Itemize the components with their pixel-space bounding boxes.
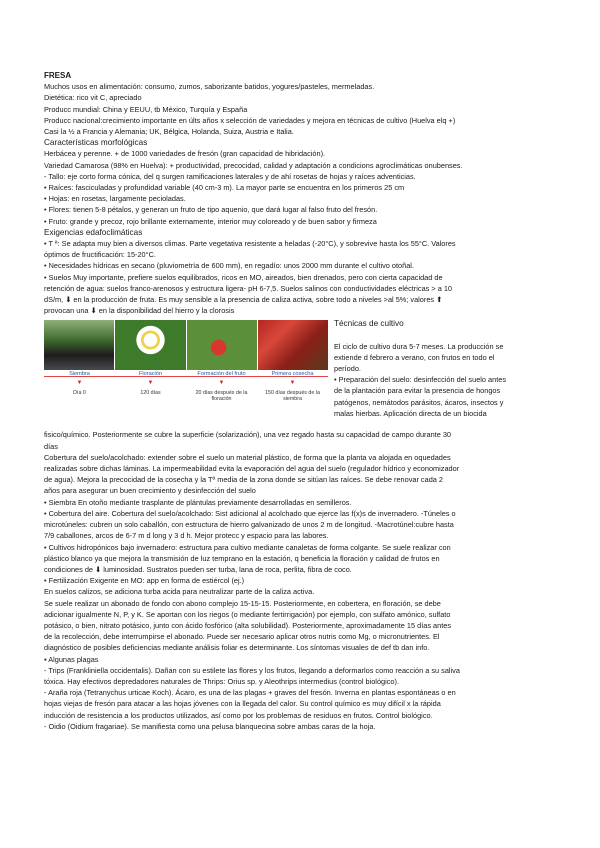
text-line: Casi la ½ a Francia y Alemania; UK, Bélgica, Holanda, Suiza, Austria e Italia. [44,127,294,137]
stage-day: 150 días después de la siembra [265,389,320,403]
text-line: Características morfológicas [44,138,148,148]
text-line: tóxica. Hay efectivos depredadores naturales de Thrips: Orius sp. y Aleothrips intermedius (control biológico). [44,676,399,686]
stage-label: Primera cosecha [271,371,314,378]
text-line: potásico, o bien, nitrato potásico, junto con ácido fosfórico (alta solubilidad). Posteriormente, aproximadamente 15 días antes [44,620,451,630]
stage-formacion-fruto [186,370,257,402]
stage-floracion [115,370,186,396]
text-line: Producc nacional:crecimiento importante en últs años x selección de variedades y mejora en técnicas de cultivo (Huelva elq +) [44,115,456,125]
text-line: El ciclo de cultivo dura 5-7 meses. La producción se [334,341,504,351]
text-line: • Cobertura del aire. Cobertura del suelo/acolchado: Sist adicional al acolchado que ejerce las f(x)s de invernadero. -Túneles o [44,508,456,518]
text-line: período. [334,364,361,374]
text-line: de la plantación para evitar la presencia de hongos [334,386,501,396]
text-line: Muchos usos en alimentación: consumo, zumos, saborizante batidos, yogures/pasteles, mermeladas. [44,82,375,92]
text-line: dS/m, ⬇ en la producción de fruta. Es muy sensible a la presencia de caliza activa, sobre todo a niveles >al 5%; valores ⬆ [44,295,443,305]
section-bottom [44,429,556,731]
stage-primera-cosecha [257,370,328,402]
text-line: • Flores: tienen 5-8 pétalos, y generan un fruto de tipo aquenio, que dará lugar al falso fruto del fresón. [44,205,378,215]
stage-label: Formación del fruto [197,371,246,378]
stage-day: 120 días [140,389,161,396]
planting-photo [44,320,114,370]
text-line: retención de agua: suelos franco-arenosos y estructura ligera- pH 6-7,5. Suelos salinos con conductividades eléctricas > a 10 [44,283,453,293]
text-line: - Tallo: eje corto forma cónica, del q surgen ramificaciones laterales y de ahí rosetas de hojas y raíces adventicias. [44,171,416,181]
text-line: • T ª: Se adapta muy bien a diversos climas. Parte vegetativa resistente a heladas (-20°C), y sobrevive hasta los 55°C. Valores [44,239,456,249]
marker-icon: ▼ [218,379,225,386]
fruit-formation-photo [187,320,257,370]
text-line: Herbácea y perenne. + de 1000 variedades de fresón (gran capacidad de hibridación). [44,149,326,159]
figure-row [44,318,556,429]
text-line: • Cultivos hidropónicos bajo invernadero: estructura para cultivo mediante canaletas de forma colgante. Se suele realizar con [44,542,451,552]
text-line: FRESA [44,71,72,80]
text-line: • Preparación del suelo: desinfección del suelo antes [334,375,506,385]
text-line: inducción de resistencia a los productos utilizados, así como por los problemas de residuos en frutos. Control biológico. [44,710,433,720]
text-line: Se suele realizar un abonado de fondo con abono complejo 15-15-15. Posteriormente, en cobertera, en floración, se debe [44,598,441,608]
text-line: Producc mundial: China y EEUU, tb México, Turquía y España [44,104,248,114]
text-line: - Oidio (Oidium fragariae). Se manifiesta como una pelusa blanquecina sobre ambas caras de la hoja. [44,721,376,731]
harvest-photo [258,320,328,370]
text-line: de agua). Mejora la precocidad de la cosecha y la Tª media de la zona donde se sitúan las raíces. Se debe renovar cada 2 [44,475,443,485]
text-line: provocan una ⬇ en la disponibilidad del hierro y la clorosis [44,306,235,316]
text-line: - Araña roja (Tetranychus urticae Koch). Ácaro, es una de las plagas + graves del fresón. Inverna en plantas espontáneas o en [44,688,456,698]
section-top [44,70,556,316]
text-line: días [44,441,58,451]
text-line: • Hojas: en rosetas, largamente pecioladas. [44,194,186,204]
text-line: • Suelos Muy importante, prefiere suelos equilibrados, ricos en MO, aireados, bien drenados, pero con cierta capacidad de [44,272,443,282]
text-line: realizadas sobre dichas láminas. La impermeabilidad evita la evaporación del agua del suelo (regulador hídrico y economizador [44,464,460,474]
marker-icon: ▼ [147,379,154,386]
stage-label: Siembra [69,371,90,378]
text-line: patógenos, nemátodos parásitos, ácaros, insectos y [334,397,504,407]
text-line: años para asegurar un buen crecimiento y desinfección del suelo [44,486,256,496]
text-line: • Siembra En otoño mediante trasplante de plántulas previamente desarrolladas en semilleros. [44,497,352,507]
side-text [334,318,556,419]
text-line: • Fertilización Exigente en MO: app en forma de estiércol (ej.) [44,576,245,586]
text-line: condiciones de ⬇ luminosidad. Sustratos pueden ser turba, lana de roca, perlita, fibra de coco. [44,564,352,574]
cultivation-cycle-figure [44,320,328,422]
stage-siembra [44,370,115,396]
text-line: ▪ Algunas plagas [44,654,99,664]
text-line: de la recolección, debe interrumpirse el abonado. Puede ser necesario aplicar otros nutris como Mg, o micronutrientes. El [44,632,440,642]
text-line: óptimos de fructificación: 15-20°C. [44,250,156,260]
stage-day: 20 días después de la floración [195,389,248,403]
text-line: plástico blanco ya que mejora la transmisión de luz temprano en la estación, q beneficia la floración y calidad de frutos en [44,553,440,563]
text-line: extiende d febrero a verano, con frutos en todo el [334,352,495,362]
flower-photo [115,320,185,370]
stage-label: Floración [138,371,162,378]
text-line: malas hierbas. Aplicación directa de un biocida [334,408,487,418]
text-line: Variedad Camarosa (98% en Huelva): + productividad, precocidad, calidad y adaptación a condicions agroclimáticas onubenses. [44,160,463,170]
text-line: Técnicas de cultivo [334,319,404,329]
text-line: • Necesidades hídricas en secano (pluviometría de 600 mm), en regadío: unos 2000 mm durante el cultivo otoñal. [44,261,414,271]
photo-strip [44,320,328,370]
text-line: • Fruto: grande y precoz, rojo brillante externamente, interior muy coloreado y de buen sabor y firmeza [44,216,377,226]
marker-icon: ▼ [76,379,83,386]
document-page [44,70,556,732]
text-line: 7/9 caballones, arcos de 6-7 m d long y 3 d h. Mejor protecc y espacio para las labores. [44,531,329,541]
marker-icon: ▼ [289,379,296,386]
text-line: Dietética: rico vit C, apreciado [44,93,142,103]
text-line: • Raíces: fasciculadas y profundidad variable (40 cm-3 m). La mayor parte se encuentra en los primeros 25 cm [44,183,405,193]
text-line: Cobertura del suelo/acolchado: extender sobre el suelo un material plástico, de forma que la planta va alojada en oquedades [44,452,451,462]
text-line: adicionar igualmente N, P, y K. Se aportan con los riegos (o mediante fertirrigación) por ejemplo, con sulfato amónico, sulfato [44,609,451,619]
text-line: diagnóstico de posibles deficiencias mediante análisis foliar es determinante. Los síntomas visuales de def tb dan info. [44,643,430,653]
stage-day: Día 0 [73,389,86,396]
cycle-timeline [44,370,328,422]
text-line: Exigencias edafoclimáticas [44,227,143,237]
text-line: fisico/químico. Posteriormente se cubre la superficie (solarización), una vez regado hasta su capacidad de campo durante 30 [44,430,451,440]
text-line: En suelos calizos, se adiciona turba acida para neutralizar parte de la caliza activa. [44,587,315,597]
text-line: microtúneles: cubren un solo caballón, con estructura de hierro galvanizado de unos 2 m de longitud. -Macrotúnel:cubre hasta [44,520,454,530]
text-line [334,330,556,341]
text-line: hojas viejas de fresón para atacar a las hojas jóvenes con la llegada del calor. Su control químico es muy difícil x la rápida [44,699,441,709]
text-line: - Trips (Frankliniella occidentalis). Dañan con su estilete las flores y los frutos, llegando a deformarlos como reacción a su saliva [44,665,460,675]
